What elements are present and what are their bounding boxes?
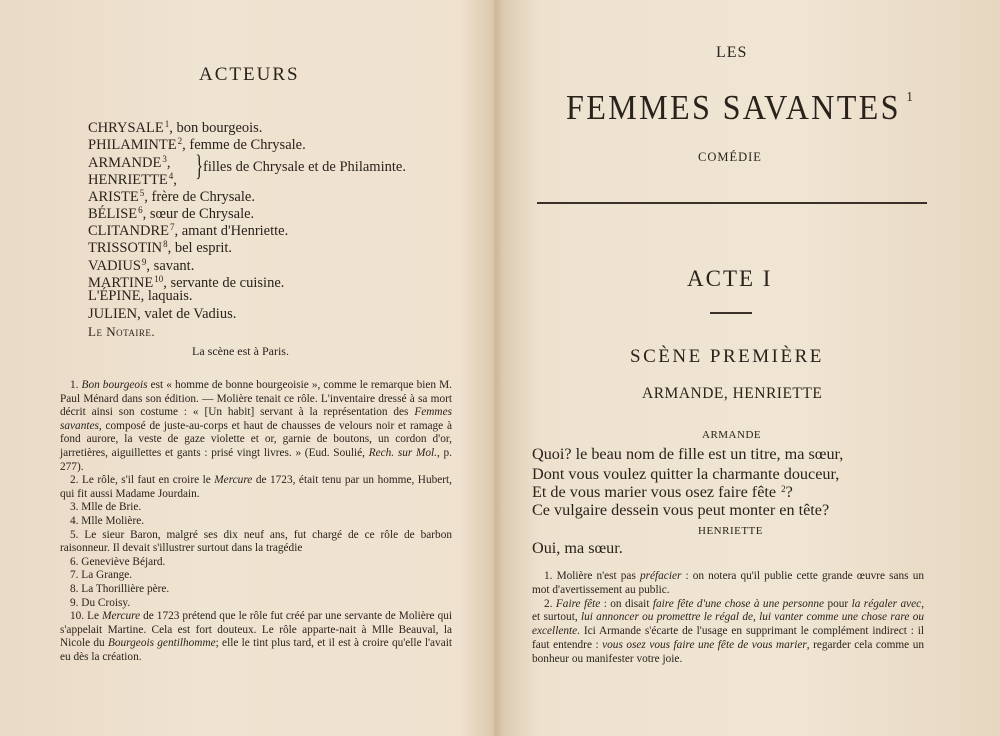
- footnote: 3. Mlle de Brie.: [70, 501, 142, 514]
- cast-item: TRISSOTIN$^8$, bel esprit.: [88, 239, 233, 257]
- genre: COMÉDIE: [698, 150, 762, 164]
- scene-characters: ARMANDE, HENRIETTE: [642, 385, 823, 402]
- play-title: FEMMES SAVANTES $^1$: [566, 88, 916, 127]
- cast-item: VADIUS$^9$, savant.: [88, 256, 195, 274]
- speaker-name: ARMANDE: [702, 429, 762, 441]
- divider: [710, 312, 752, 314]
- cast-list: [88, 116, 468, 340]
- cast-item: L'ÉPINE, laquais.: [88, 288, 193, 305]
- verse-line: Dont vous voulez quitter la charmante douceur,: [532, 465, 840, 483]
- cast-item: BÉLISE$^6$, sœur de Chrysale.: [88, 204, 255, 222]
- cast-item-sisters: ARMANDE$^3$, HENRIETTE$^4$, } filles de Chrysale et de Philaminte.: [88, 148, 406, 188]
- right-page: [500, 0, 1000, 736]
- verse-line: Oui, ma sœur.: [532, 539, 623, 557]
- divider: [537, 202, 927, 204]
- act-heading: ACTE I: [687, 266, 773, 291]
- footnotes-left: [60, 379, 452, 664]
- footnote: 8. La Thorillière père.: [70, 582, 170, 595]
- verse-line: Quoi? le beau nom de fille est un titre, ma sœur,: [532, 445, 844, 463]
- footnote: 10. Le Mercure de 1723 prétend que le rôle fut créé par une servante de Molière qui s'appelait Martine. Cela est fort douteux. Le rôle apparte-nait à Mlle Beauval, la Nicole du Bourgeois gentilhomme; elle le tint plus tard, et il est à croire qu'elle l'avait eu dès la création.: [60, 610, 453, 663]
- cast-item: PHILAMINTE$^2$, femme de Chrysale.: [88, 136, 306, 154]
- brace-icon: }: [195, 148, 204, 182]
- cast-item: ARISTE$^5$, frère de Chrysale.: [88, 187, 255, 205]
- footnote: 1. Bon bourgeois est « homme de bonne bourgeoisie », comme le remarque bien M. Paul Ménard dans son édition. — Molière tenait ce rôle. L'inventaire dressé à sa mort décrit ainsi son costume : « [Un habit] servant à la représentation des Femmes savantes, composé de juste-au-corps et haut de chausses de velours noir et ramage à fond aurore, la veste de gaze violette et or, garnie de boutons, un cordon d'or, jarretières, aiguillettes et gants : prisé vingt livres. » (Eud. Soulié, Rech. sur Mol., p. 277).: [60, 379, 453, 473]
- cast-item: CLITANDRE$^7$, amant d'Henriette.: [88, 222, 289, 240]
- footnote: 7. La Grange.: [70, 569, 133, 582]
- speaker-name: HENRIETTE: [698, 525, 763, 537]
- footnote: 2. Faire fête : on disait faire fête d'une chose à une personne pour la régaler avec, et surtout, lui annoncer ou promettre le régal de, lui vanter comme une chose rare ou excellente. Ici Armande s'écarte de l'usage en supprimant le complément indirect : il faut entendre : vous osez vous faire une fête de vous marier, regarder cela comme un bonheur ou manifester votre joie.: [532, 597, 925, 665]
- scene-heading: SCÈNE PREMIÈRE: [630, 346, 824, 367]
- cast-item-notaire: Le Notaire.: [88, 323, 156, 339]
- footnote: 1. Molière n'est pas préfacier : on notera qu'il publie cette grande œuvre sans un mot d'avertissement au public.: [532, 570, 924, 596]
- footnotes-right: [532, 570, 924, 667]
- footnote: 5. Le sieur Baron, malgré ses dix neuf ans, fut chargé de ce rôle de barbon raisonneur. Il devait s'illustrer surtout dans la tragédie: [60, 528, 452, 555]
- footnote: 4. Mlle Molière.: [70, 514, 145, 527]
- footnote: 6. Geneviève Béjard.: [70, 555, 166, 568]
- left-page: [0, 0, 496, 736]
- title-article: LES: [716, 44, 748, 61]
- scene-location: La scène est à Paris.: [192, 344, 289, 358]
- verse-line: Et de vous marier vous osez faire fête $^2$?: [532, 483, 793, 501]
- verse-line: Ce vulgaire dessein vous peut monter en tête?: [532, 501, 830, 519]
- footnote: 9. Du Croisy.: [70, 596, 131, 609]
- cast-item: MARTINE$^{10}$, servante de cuisine.: [88, 274, 285, 292]
- cast-item: JULIEN, valet de Vadius.: [88, 305, 237, 322]
- cast-heading: ACTEURS: [199, 64, 300, 85]
- footnote: 2. Le rôle, s'il faut en croire le Mercure de 1723, était tenu par un homme, Hubert, qui fit aussi Madame Jourdain.: [60, 474, 452, 500]
- cast-item: CHRYSALE$^1$, bon bourgeois.: [88, 119, 263, 136]
- sisters-desc: filles de Chrysale et de Philaminte.: [203, 158, 406, 175]
